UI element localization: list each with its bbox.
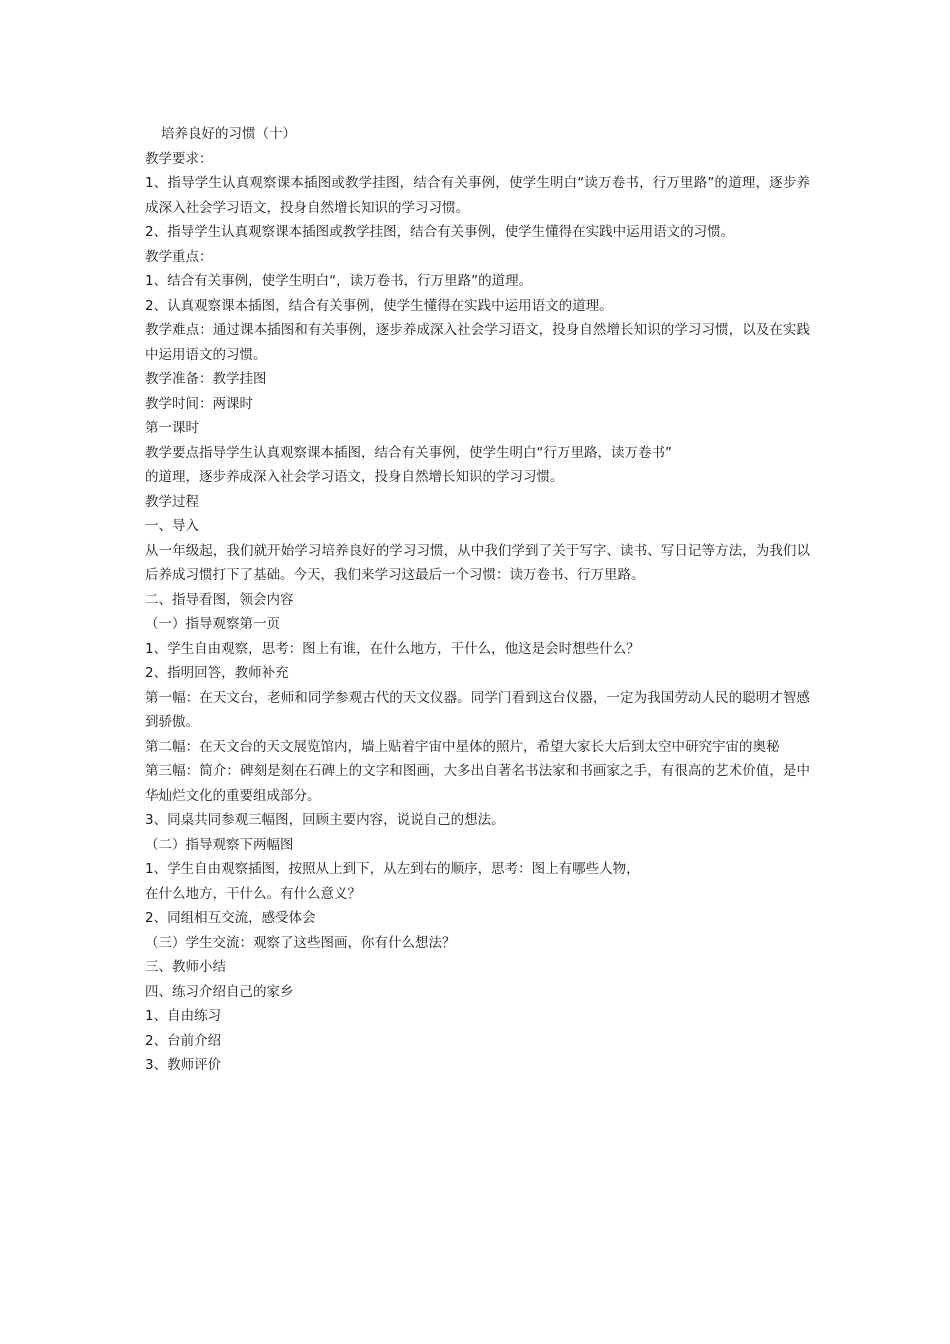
text-line: 2、台前介绍 [145, 1032, 222, 1049]
text-paragraph: 第一幅：在天文台，老师和同学参观古代的天文仪器。同学门看到这台仪器，一定为我国劳动人民的聪明才智感到骄傲。 [145, 689, 810, 730]
text-line: 教学过程 [145, 493, 199, 510]
text-line: 二、指导看图，领会内容 [145, 591, 294, 608]
text-line: 1、自由练习 [145, 1008, 222, 1024]
text-line: 2、指导学生认真观察课本插图或教学挂图，结合有关事例，使学生懂得在实践中运用语文的习惯。 [145, 224, 735, 240]
text-paragraph: 1、指导学生认真观察课本插图或教学挂图，结合有关事例，使学生明白“读万卷书，行万里路”的道理，逐步养成深入社会学习语文，投身自然增长知识的学习习惯。 [145, 175, 810, 216]
text-line: 教学重点： [145, 248, 213, 265]
text-line: 教学要点指导学生认真观察课本插图，结合有关事例，使学生明白“行万里路，读万卷书” [145, 444, 672, 461]
text-line: 2、认真观察课本插图，结合有关事例，使学生懂得在实践中运用语文的道理。 [145, 297, 613, 314]
text-line: 一、导入 [145, 518, 199, 534]
text-line: （二）指导观察下两幅图 [145, 836, 294, 853]
text-line: 教学要求： [145, 150, 213, 167]
text-paragraph: 教学难点：通过课本插图和有关事例，逐步养成深入社会学习语文，投身自然增长知识的学习习惯，以及在实践中运用语文的习惯。 [145, 322, 810, 363]
text-line: 第二幅：在天文台的天文展览馆内，墙上贴着宇宙中星体的照片，希望大家长大后到太空中研究宇宙的奥秘 [145, 738, 780, 755]
text-line: 四、练习介绍自己的家乡 [145, 983, 294, 1000]
text-line: 三、教师小结 [145, 959, 226, 975]
text-line: （三）学生交流：观察了这些图画，你有什么想法？ [145, 934, 456, 951]
document-page [145, 122, 810, 1078]
text-line: 在什么地方，干什么。有什么意义？ [145, 885, 361, 902]
text-line: 1、结合有关事例，使学生明白“，读万卷书，行万里路”的道理。 [145, 273, 533, 289]
text-line: 2、指明回答，教师补充 [145, 665, 289, 681]
text-line: （一）指导观察第一页 [145, 616, 280, 632]
text-line: 1、学生自由观察，思考：图上有谁，在什么地方，干什么，他这是会时想些什么？ [145, 640, 640, 657]
text-line: 3、同桌共同参观三幅图，回顾主要内容，说说自己的想法。 [145, 812, 505, 828]
text-paragraph: 从一年级起，我们就开始学习培养良好的学习习惯，从中我们学到了关于写字、读书、写日记等方法，为我们以后养成习惯打下了基础。今天，我们来学习这最后一个习惯：读万卷书、行万里路。 [145, 542, 810, 583]
text-paragraph: 第三幅：简介：碑刻是刻在石碑上的文字和图画，大多出自著名书法家和书画家之手，有很高的艺术价值，是中华灿烂文化的重要组成部分。 [145, 763, 810, 804]
text-line: 3、教师评价 [145, 1057, 222, 1073]
text-line: 的道理，逐步养成深入社会学习语文，投身自然增长知识的学习习惯。 [145, 469, 564, 485]
text-line: 教学准备：教学挂图 [145, 371, 267, 387]
text-line: 教学时间：两课时 [145, 395, 253, 412]
text-line: 2、同组相互交流，感受体会 [145, 910, 316, 926]
text-line: 第一课时 [145, 420, 199, 436]
text-line: 1、学生自由观察插图，按照从上到下，从左到右的顺序，思考：图上有哪些人物， [145, 861, 640, 877]
document-title: 培养良好的习惯（十） [161, 126, 296, 142]
